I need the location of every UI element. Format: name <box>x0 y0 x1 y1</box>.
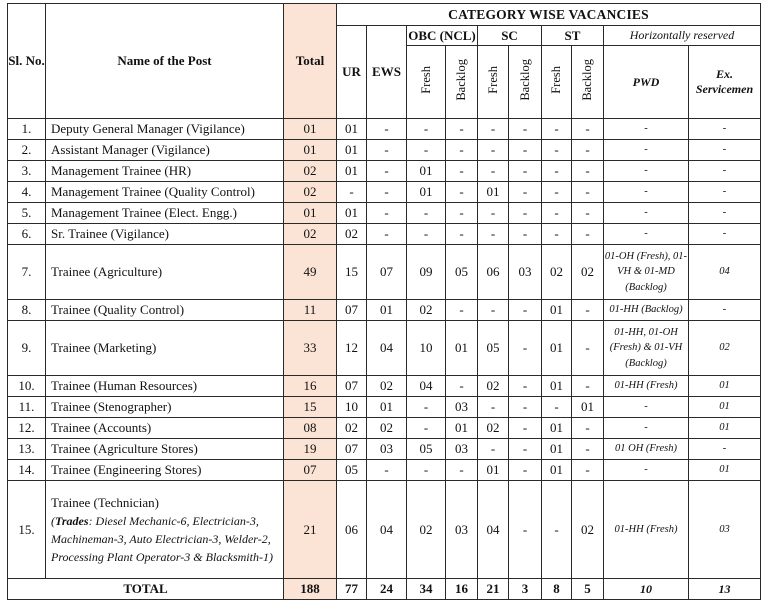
st-fresh-cell: - <box>542 161 572 182</box>
sc-backlog-cell: - <box>509 439 542 460</box>
st-backlog-cell: - <box>572 119 604 140</box>
sc-fresh-cell: 02 <box>478 418 509 439</box>
ews-total: 24 <box>367 579 407 600</box>
post-cell: Trainee (Marketing) <box>46 321 284 376</box>
table-row <box>8 376 761 397</box>
sc-fresh-cell: 04 <box>478 481 509 579</box>
sc-fresh-cell: 02 <box>478 376 509 397</box>
obc-fresh-header: Fresh <box>407 46 446 119</box>
st-backlog-cell: - <box>572 300 604 321</box>
sc-backlog-cell: - <box>509 203 542 224</box>
sc-backlog-cell: - <box>509 321 542 376</box>
sc-fresh-cell: - <box>478 300 509 321</box>
sc-backlog-cell: 03 <box>509 245 542 300</box>
ews-cell: - <box>367 203 407 224</box>
sc-backlog-cell: - <box>509 418 542 439</box>
sc-backlog-total: 3 <box>509 579 542 600</box>
sl-cell: 13. <box>8 439 46 460</box>
sc-fresh-cell: - <box>478 397 509 418</box>
ur-cell: 01 <box>337 161 367 182</box>
sl-cell: 11. <box>8 397 46 418</box>
sl-cell: 4. <box>8 182 46 203</box>
st-fresh-cell: 01 <box>542 321 572 376</box>
sc-backlog-cell: - <box>509 460 542 481</box>
post-header: Name of the Post <box>46 4 284 119</box>
ur-cell: 07 <box>337 300 367 321</box>
sc-fresh-cell: 06 <box>478 245 509 300</box>
obc-backlog-cell: 03 <box>446 481 478 579</box>
st-fresh-cell: 01 <box>542 300 572 321</box>
ex-servicemen-header: Ex. Servicemen <box>689 46 761 119</box>
st-backlog-cell: - <box>572 460 604 481</box>
st-backlog-cell: 01 <box>572 397 604 418</box>
st-fresh-header: Fresh <box>542 46 572 119</box>
obc-fresh-cell: - <box>407 418 446 439</box>
obc-backlog-cell: - <box>446 376 478 397</box>
exs-cell: 03 <box>689 481 761 579</box>
ur-cell: 02 <box>337 224 367 245</box>
sc-fresh-cell: 01 <box>478 182 509 203</box>
obc-backlog-cell: 03 <box>446 439 478 460</box>
obc-fresh-cell: - <box>407 397 446 418</box>
st-fresh-cell: 01 <box>542 418 572 439</box>
sc-fresh-cell: - <box>478 119 509 140</box>
obc-backlog-cell: - <box>446 460 478 481</box>
exs-cell: - <box>689 300 761 321</box>
obc-fresh-cell: - <box>407 119 446 140</box>
st-fresh-cell: 01 <box>542 439 572 460</box>
exs-cell: - <box>689 203 761 224</box>
post-title: Trainee (Technician) <box>51 494 159 510</box>
total-cell: 16 <box>284 376 337 397</box>
obc-fresh-cell: 05 <box>407 439 446 460</box>
post-cell: Trainee (Accounts) <box>46 418 284 439</box>
obc-fresh-cell: 02 <box>407 300 446 321</box>
obc-fresh-cell: 09 <box>407 245 446 300</box>
sc-fresh-cell: - <box>478 203 509 224</box>
ur-cell: 01 <box>337 140 367 161</box>
ur-cell: 10 <box>337 397 367 418</box>
ur-cell: 01 <box>337 203 367 224</box>
obc-backlog-total: 16 <box>446 579 478 600</box>
exs-cell: 01 <box>689 376 761 397</box>
total-cell: 01 <box>284 203 337 224</box>
table-row <box>8 203 761 224</box>
sl-cell: 6. <box>8 224 46 245</box>
exs-cell: - <box>689 161 761 182</box>
total-cell: 02 <box>284 161 337 182</box>
sc-backlog-cell: - <box>509 161 542 182</box>
trades-text: (Trades: Diesel Mechanic-6, Electrician-3, Machineman-3, Auto Electrician-3, Welder-2, Processing Plant Operator-3 & Blacksmith-1) <box>51 514 273 565</box>
exs-cell: - <box>689 439 761 460</box>
total-cell: 02 <box>284 182 337 203</box>
post-cell: Trainee (Agriculture) <box>46 245 284 300</box>
post-cell: Trainee (Engineering Stores) <box>46 460 284 481</box>
exs-cell: - <box>689 224 761 245</box>
total-cell: 33 <box>284 321 337 376</box>
ews-cell: 03 <box>367 439 407 460</box>
obc-fresh-total: 34 <box>407 579 446 600</box>
sc-backlog-cell: - <box>509 376 542 397</box>
st-backlog-cell: - <box>572 140 604 161</box>
obc-fresh-cell: 01 <box>407 182 446 203</box>
obc-header: OBC (NCL) <box>407 26 478 46</box>
post-cell: Management Trainee (Elect. Engg.) <box>46 203 284 224</box>
st-fresh-cell: - <box>542 224 572 245</box>
sl-cell: 3. <box>8 161 46 182</box>
st-backlog-total: 5 <box>572 579 604 600</box>
pwd-total: 10 <box>604 579 689 600</box>
st-fresh-cell: - <box>542 481 572 579</box>
sc-backlog-cell: - <box>509 397 542 418</box>
st-backlog-header: Backlog <box>572 46 604 119</box>
total-row <box>8 579 761 600</box>
obc-backlog-cell: - <box>446 300 478 321</box>
total-cell: 21 <box>284 481 337 579</box>
sc-backlog-cell: - <box>509 481 542 579</box>
obc-fresh-cell: - <box>407 460 446 481</box>
ur-cell: 05 <box>337 460 367 481</box>
st-backlog-cell: 02 <box>572 245 604 300</box>
sl-cell: 8. <box>8 300 46 321</box>
exs-cell: - <box>689 182 761 203</box>
pwd-cell: - <box>604 418 689 439</box>
st-fresh-cell: - <box>542 203 572 224</box>
obc-backlog-header: Backlog <box>446 46 478 119</box>
ur-cell: 07 <box>337 439 367 460</box>
total-cell: 08 <box>284 418 337 439</box>
table-row <box>8 300 761 321</box>
post-cell: Management Trainee (Quality Control) <box>46 182 284 203</box>
st-backlog-cell: - <box>572 376 604 397</box>
sc-backlog-cell: - <box>509 140 542 161</box>
st-backlog-cell: - <box>572 161 604 182</box>
obc-backlog-cell: - <box>446 161 478 182</box>
pwd-cell: 01-HH (Backlog) <box>604 300 689 321</box>
sc-fresh-cell: 01 <box>478 460 509 481</box>
table-row <box>8 418 761 439</box>
obc-backlog-cell: - <box>446 182 478 203</box>
ews-cell: 02 <box>367 376 407 397</box>
total-cell: 01 <box>284 119 337 140</box>
obc-backlog-cell: - <box>446 203 478 224</box>
exs-cell: 04 <box>689 245 761 300</box>
ews-cell: - <box>367 182 407 203</box>
pwd-cell: 01-OH (Fresh), 01-VH & 01-MD (Backlog) <box>604 245 689 300</box>
pwd-cell: - <box>604 203 689 224</box>
exs-cell: 02 <box>689 321 761 376</box>
pwd-cell: 01 OH (Fresh) <box>604 439 689 460</box>
ews-cell: 01 <box>367 397 407 418</box>
sc-fresh-cell: - <box>478 439 509 460</box>
sc-fresh-total: 21 <box>478 579 509 600</box>
st-backlog-cell: - <box>572 182 604 203</box>
sc-backlog-cell: - <box>509 119 542 140</box>
exs-cell: 01 <box>689 460 761 481</box>
table-row <box>8 439 761 460</box>
sc-fresh-cell: - <box>478 161 509 182</box>
table-row <box>8 161 761 182</box>
obc-backlog-cell: - <box>446 119 478 140</box>
post-cell: Assistant Manager (Vigilance) <box>46 140 284 161</box>
ur-cell: 15 <box>337 245 367 300</box>
sl-cell: 7. <box>8 245 46 300</box>
post-cell: Management Trainee (HR) <box>46 161 284 182</box>
sc-header: SC <box>478 26 542 46</box>
obc-fresh-cell: - <box>407 140 446 161</box>
sl-cell: 15. <box>8 481 46 579</box>
exs-cell: - <box>689 140 761 161</box>
exs-cell: 01 <box>689 418 761 439</box>
obc-backlog-cell: 01 <box>446 418 478 439</box>
total-header: Total <box>284 4 337 119</box>
pwd-cell: - <box>604 460 689 481</box>
post-cell: Trainee (Agriculture Stores) <box>46 439 284 460</box>
sl-cell: 10. <box>8 376 46 397</box>
obc-fresh-cell: 01 <box>407 161 446 182</box>
sc-backlog-header: Backlog <box>509 46 542 119</box>
pwd-cell: - <box>604 182 689 203</box>
table-row <box>8 119 761 140</box>
sl-cell: 9. <box>8 321 46 376</box>
st-fresh-cell: 02 <box>542 245 572 300</box>
ews-cell: - <box>367 460 407 481</box>
pwd-header: PWD <box>604 46 689 119</box>
pwd-cell: - <box>604 161 689 182</box>
pwd-cell: - <box>604 119 689 140</box>
sc-backlog-cell: - <box>509 300 542 321</box>
total-label: TOTAL <box>8 579 284 600</box>
table-row <box>8 321 761 376</box>
post-cell: Sr. Trainee (Vigilance) <box>46 224 284 245</box>
table-row <box>8 182 761 203</box>
ews-cell: 04 <box>367 481 407 579</box>
obc-fresh-cell: 04 <box>407 376 446 397</box>
table-row <box>8 481 761 579</box>
pwd-cell: 01-HH (Fresh) <box>604 376 689 397</box>
table-row <box>8 397 761 418</box>
st-fresh-cell: 01 <box>542 376 572 397</box>
ur-total: 77 <box>337 579 367 600</box>
st-backlog-cell: - <box>572 224 604 245</box>
ur-cell: 06 <box>337 481 367 579</box>
obc-backlog-cell: - <box>446 224 478 245</box>
total-cell: 19 <box>284 439 337 460</box>
post-cell: Trainee (Stenographer) <box>46 397 284 418</box>
post-cell: Deputy General Manager (Vigilance) <box>46 119 284 140</box>
st-backlog-cell: - <box>572 321 604 376</box>
table-body <box>8 119 761 481</box>
st-backlog-cell: 02 <box>572 481 604 579</box>
obc-fresh-cell: 10 <box>407 321 446 376</box>
pwd-cell: - <box>604 224 689 245</box>
ur-cell: 07 <box>337 376 367 397</box>
sl-cell: 12. <box>8 418 46 439</box>
ews-cell: 04 <box>367 321 407 376</box>
st-fresh-total: 8 <box>542 579 572 600</box>
obc-backlog-cell: - <box>446 140 478 161</box>
obc-fresh-cell: - <box>407 224 446 245</box>
ews-cell: 02 <box>367 418 407 439</box>
ews-cell: 01 <box>367 300 407 321</box>
table-row <box>8 140 761 161</box>
horizontal-header: Horizontally reserved <box>604 26 761 46</box>
post-cell: Trainee (Quality Control) <box>46 300 284 321</box>
table-row <box>8 224 761 245</box>
table-row <box>8 245 761 300</box>
st-backlog-cell: - <box>572 203 604 224</box>
ews-cell: - <box>367 140 407 161</box>
st-header: ST <box>542 26 604 46</box>
ur-cell: 12 <box>337 321 367 376</box>
pwd-cell: - <box>604 140 689 161</box>
vacancy-table <box>7 3 761 600</box>
sc-fresh-header: Fresh <box>478 46 509 119</box>
ur-cell: 01 <box>337 119 367 140</box>
sl-header: Sl. No. <box>8 4 46 119</box>
total-cell: 49 <box>284 245 337 300</box>
ur-cell: - <box>337 182 367 203</box>
exs-total: 13 <box>689 579 761 600</box>
ur-header: UR <box>337 26 367 119</box>
st-backlog-cell: - <box>572 418 604 439</box>
table-row <box>8 460 761 481</box>
ews-cell: - <box>367 224 407 245</box>
exs-cell: - <box>689 119 761 140</box>
obc-backlog-cell: 01 <box>446 321 478 376</box>
sc-fresh-cell: - <box>478 224 509 245</box>
sc-fresh-cell: - <box>478 140 509 161</box>
post-cell: Trainee (Human Resources) <box>46 376 284 397</box>
total-cell: 01 <box>284 140 337 161</box>
st-fresh-cell: - <box>542 119 572 140</box>
st-backlog-cell: - <box>572 439 604 460</box>
category-wise-header: CATEGORY WISE VACANCIES <box>337 4 761 26</box>
ews-cell: - <box>367 161 407 182</box>
obc-fresh-cell: 02 <box>407 481 446 579</box>
sl-cell: 2. <box>8 140 46 161</box>
pwd-cell: - <box>604 397 689 418</box>
sc-backlog-cell: - <box>509 182 542 203</box>
st-fresh-cell: - <box>542 140 572 161</box>
st-fresh-cell: 01 <box>542 460 572 481</box>
total-cell: 07 <box>284 460 337 481</box>
sc-backlog-cell: - <box>509 224 542 245</box>
ur-cell: 02 <box>337 418 367 439</box>
sl-cell: 1. <box>8 119 46 140</box>
grand-total: 188 <box>284 579 337 600</box>
sl-cell: 5. <box>8 203 46 224</box>
st-fresh-cell: - <box>542 397 572 418</box>
exs-cell: 01 <box>689 397 761 418</box>
sc-fresh-cell: 05 <box>478 321 509 376</box>
total-cell: 02 <box>284 224 337 245</box>
total-cell: 11 <box>284 300 337 321</box>
total-cell: 15 <box>284 397 337 418</box>
obc-fresh-cell: - <box>407 203 446 224</box>
pwd-cell: 01-HH (Fresh) <box>604 481 689 579</box>
obc-backlog-cell: 03 <box>446 397 478 418</box>
ews-cell: 07 <box>367 245 407 300</box>
sl-cell: 14. <box>8 460 46 481</box>
ews-header: EWS <box>367 26 407 119</box>
st-fresh-cell: - <box>542 182 572 203</box>
post-cell <box>46 481 284 579</box>
obc-backlog-cell: 05 <box>446 245 478 300</box>
ews-cell: - <box>367 119 407 140</box>
pwd-cell: 01-HH, 01-OH (Fresh) & 01-VH (Backlog) <box>604 321 689 376</box>
